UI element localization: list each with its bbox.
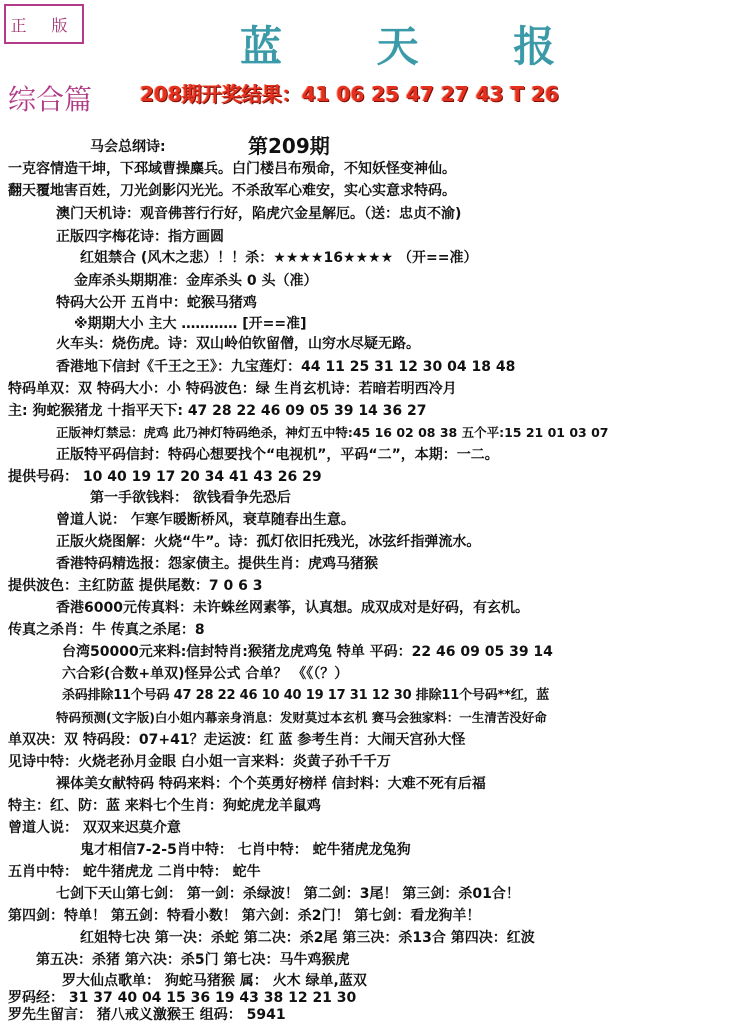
text-line: 提供波色：主红防蓝 提供尾数：7 0 6 3 (8, 578, 263, 594)
draw-result-banner: 208期开奖结果：41 06 25 47 27 43 T 26 (140, 82, 559, 106)
text-line: 正版特平码信封：特码心想要找个“电视机”，平码“二”，本期：一二。 (56, 447, 499, 463)
text-line: 罗码经： 31 37 40 04 15 36 19 43 38 12 21 30 (8, 990, 357, 1006)
text-line: 裸体美女献特码 特码来料：个个英勇好榜样 信封料：大难不死有后福 (56, 776, 486, 792)
text-line: 香港地下信封《千王之王》：九宝莲灯：44 11 25 31 12 30 04 18 48 (56, 359, 516, 375)
text-line: 香港特码精选报：怨家债主。提供生肖：虎鸡马猪猴 (56, 556, 378, 572)
text-line: 特码大公开 五肖中：蛇猴马猪鸡 (56, 295, 257, 311)
text-line: 曾道人说： 乍寒乍暖断桥风，衰草随春出生意。 (56, 512, 355, 528)
text-line: 正版神灯禁忌：虎鸡 此乃神灯特码绝杀，神灯五中特:45 16 02 08 38 五个平:15 21 01 03 07 (56, 425, 609, 440)
text-line: 火车头：烧伤虎。诗：双山岭伯钦留僧，山穷水尽疑无路。 (56, 336, 420, 352)
section-title: 综合篇 (8, 83, 93, 116)
text-line: 台湾50000元来料:信封特肖:猴猪龙虎鸡兔 特单 平码：22 46 09 05 39 14 (62, 644, 553, 660)
text-line: 红姐特七决 第一决：杀蛇 第二决：杀2尾 第三决：杀13合 第四决：红波 (80, 930, 535, 946)
text-line: 第一手欲钱料： 欲钱看争先恐后 (90, 490, 291, 506)
text-line: 提供号码： 10 40 19 17 20 34 41 43 26 29 (8, 469, 322, 485)
text-line: 第四剑：特单！ 第五剑：特看小数！ 第六剑：杀2门！ 第七剑：看龙狗羊！ (8, 908, 481, 924)
text-line: 金库杀头期期准：金库杀头 0 头（准） (74, 273, 318, 289)
text-line: 正版火烧图解：火烧“牛”。诗：孤灯依旧托残光，冰弦纤指弹流水。 (56, 534, 481, 550)
text-line: 见诗中特：火烧老孙月金眼 白小姐一言来料：炎黄子孙千千万 (8, 754, 391, 770)
text-line: 五肖中特： 蛇牛猪虎龙 二肖中特： 蛇牛 (8, 864, 261, 880)
newspaper-title: 蓝 天 报 (240, 22, 596, 71)
text-line: 六合彩(合数+单双)怪异公式 合单？ 《《（？） (62, 666, 349, 682)
text-line: 马会总纲诗: (90, 139, 166, 155)
text-line: 澳门天机诗：观音佛菩行行好，陷虎穴金星解厄。（送：忠贞不渝) (56, 206, 462, 222)
text-line: 一克容情造干坤，下邳域曹操麋兵。白门楼吕布殒命，不知妖怪变神仙。 (8, 161, 456, 177)
text-line: 杀码排除11个号码 47 28 22 46 10 40 19 17 31 12 30 排除11个号码**红，蓝 (62, 688, 550, 703)
text-line: 曾道人说： 双双来迟莫介意 (8, 820, 181, 836)
authentic-badge: 正 版 (4, 4, 84, 44)
text-line: 罗先生留言： 猪八戒义激猴王 组码： 5941 (8, 1007, 286, 1023)
text-line: 香港6000元传真料：未许蛛丝网素筝，认真想。成双成对是好码，有玄机。 (56, 600, 529, 616)
text-line: 红姐禁合 (风木之悲）！！杀：★★★★16★★★★ （开==准） (80, 250, 478, 266)
text-line: 正版四字梅花诗：指方画圆 (56, 229, 224, 245)
text-line: 第五决：杀猪 第六决：杀5门 第七决：马牛鸡猴虎 (36, 952, 350, 968)
text-line: 传真之杀肖：牛 传真之杀尾：8 (8, 622, 205, 638)
text-line: 罗大仙点歌单： 狗蛇马猪猴 属： 火木 绿单,蓝双 (62, 973, 367, 989)
text-line: 主: 狗蛇猴猪龙 十指平天下: 47 28 22 46 09 05 39 14 36 27 (8, 403, 427, 419)
text-line: 特码单双：双 特码大小：小 特码波色：绿 生肖玄机诗：若暗若明西冷月 (8, 381, 457, 397)
text-line: 鬼才相信7-2-5肖中特： 七肖中特： 蛇牛猪虎龙兔狗 (80, 842, 411, 858)
text-line: 特主：红、防：蓝 来料七个生肖：狗蛇虎龙羊鼠鸡 (8, 798, 321, 814)
text-line: 特码预测(文字版)白小姐内幕亲身消息：发财莫过本玄机 赛马会独家料：一生清苦没好命 (56, 710, 547, 725)
text-line: ※期期大小 主大 ………… [开==准] (74, 316, 307, 332)
text-line: 翻天覆地害百姓，刀光剑影闪光光。不杀敌军心难安，实心实意求特码。 (8, 183, 456, 199)
text-line: 单双决：双 特码段：07+41？走运波：红 蓝 参考生肖：大闹天宫孙大怪 (8, 732, 466, 748)
issue-number: 第209期 (248, 134, 330, 158)
text-line: 七剑下天山第七剑： 第一剑：杀绿波！ 第二剑：3尾！ 第三剑：杀01合！ (56, 886, 520, 902)
